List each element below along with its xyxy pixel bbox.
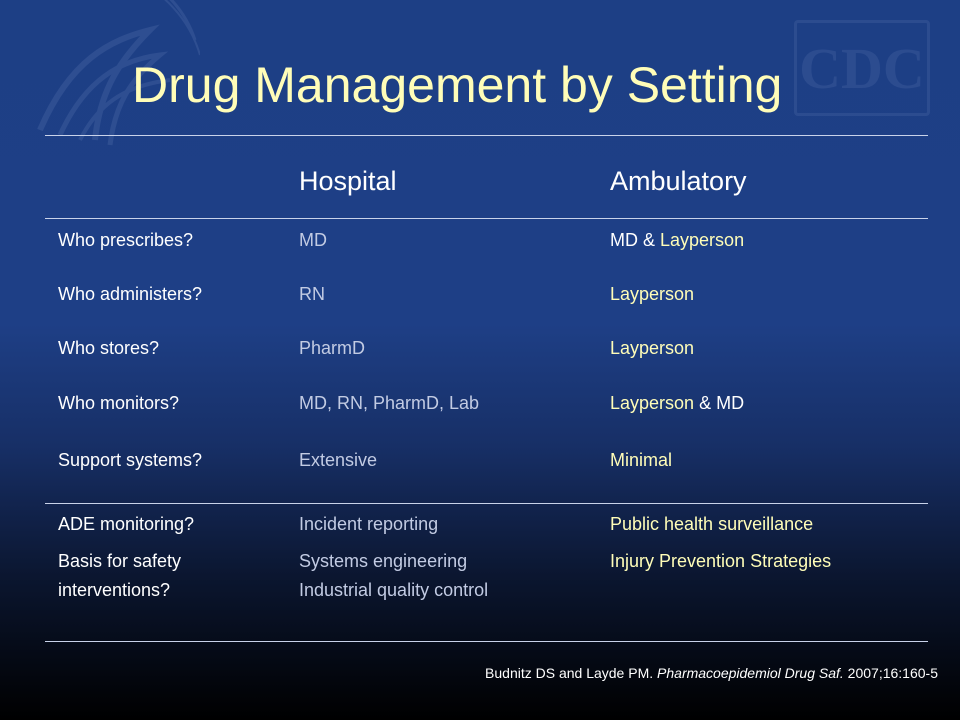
- title-rule: [45, 135, 928, 136]
- cell-ambulatory-stores: Layperson: [610, 338, 695, 358]
- cell-hospital-basis-line2: Industrial quality control: [299, 580, 489, 600]
- row-label-stores: Who stores?: [58, 338, 160, 358]
- cell-hospital-ade: Incident reporting: [299, 514, 439, 534]
- cdc-logo-icon: CDC: [794, 20, 930, 116]
- header-rule: [45, 218, 928, 219]
- cell-ambulatory-administers: Layperson: [610, 284, 695, 304]
- cell-ambulatory-support: Minimal: [610, 450, 673, 470]
- cell-ambulatory-prescribes: MD & Layperson: [610, 230, 745, 250]
- cell-ambulatory-basis: Injury Prevention Strategies: [610, 551, 832, 571]
- citation-journal: Pharmacoepidemiol Drug Saf.: [657, 665, 844, 681]
- cell-ambulatory-monitors: Layperson & MD: [610, 393, 745, 413]
- cell-hospital-administers: RN: [299, 284, 325, 304]
- row-label-basis-line1: Basis for safety: [58, 551, 182, 571]
- section-rule: [45, 503, 928, 504]
- cell-hospital-monitors: MD, RN, PharmD, Lab: [299, 393, 480, 413]
- row-label-support: Support systems?: [58, 450, 203, 470]
- row-label-administers: Who administers?: [58, 284, 203, 304]
- row-label-prescribes: Who prescribes?: [58, 230, 194, 250]
- column-header-hospital: Hospital: [299, 166, 397, 196]
- cell-hospital-prescribes: MD: [299, 230, 327, 250]
- cell-ambulatory-ade: Public health surveillance: [610, 514, 814, 534]
- column-header-ambulatory: Ambulatory: [610, 166, 747, 196]
- row-label-ade: ADE monitoring?: [58, 514, 195, 534]
- row-label-monitors: Who monitors?: [58, 393, 180, 413]
- slide-title: Drug Management by Setting: [132, 57, 783, 113]
- cell-hospital-support: Extensive: [299, 450, 378, 470]
- row-label-basis: [58, 547, 181, 605]
- cell-hospital-stores: PharmD: [299, 338, 366, 358]
- cell-hospital-basis: [299, 547, 488, 605]
- citation: Budnitz DS and Layde PM. Pharmacoepidemiol Drug Saf. 2007;16:160-5: [485, 665, 938, 681]
- bottom-rule: [45, 641, 928, 642]
- cell-hospital-basis-line1: Systems engineering: [299, 551, 468, 571]
- row-label-basis-line2: interventions?: [58, 580, 171, 600]
